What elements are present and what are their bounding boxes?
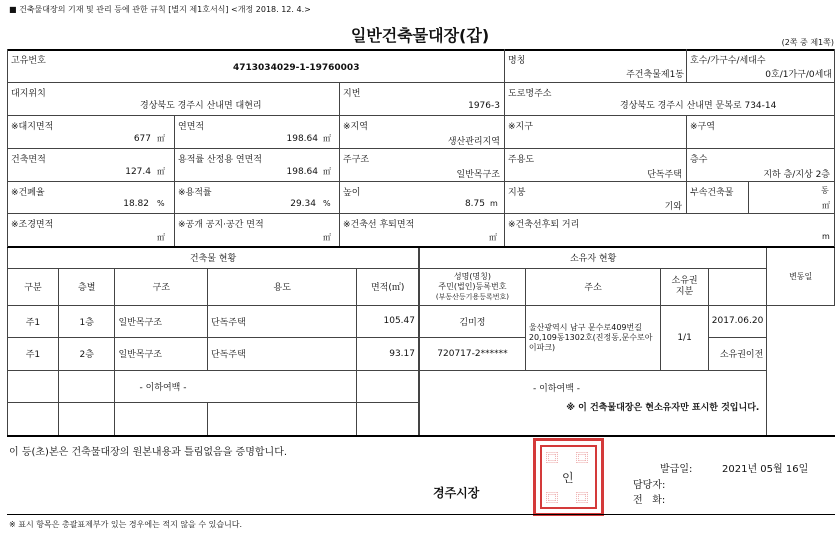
zone-label: ※지역 bbox=[343, 122, 368, 132]
unique-id-label: 고유번호 bbox=[11, 56, 46, 66]
building-blank-note: - 이하여백 - bbox=[115, 370, 357, 403]
owner-name: 김미정 bbox=[420, 305, 526, 338]
land-area-unit: ㎡ bbox=[157, 134, 165, 143]
owner-notes bbox=[420, 370, 767, 435]
height-unit: m bbox=[490, 199, 498, 208]
row1-area: 105.47 bbox=[357, 305, 419, 338]
units-value: 0호/1가구/0세대 bbox=[765, 70, 832, 80]
owner-name-header: 성명(명칭) 주민(법인)등록번호 (부동산등기용등록번호) bbox=[420, 268, 526, 305]
owner-blank-note: - 이하여백 - bbox=[533, 383, 580, 394]
zone-value: 생산관리지역 bbox=[447, 137, 500, 147]
name-value: 주건축물제1동 bbox=[626, 70, 684, 80]
landscape-label: ※조경면적 bbox=[11, 220, 54, 230]
floor-area-unit: ㎡ bbox=[323, 134, 331, 143]
page-info: (2쪽 중 제1쪽) bbox=[781, 38, 834, 47]
site-value: 경상북도 경주시 산내면 대현리 bbox=[140, 101, 262, 111]
owner-status-title: 소유자 현황 bbox=[420, 248, 767, 268]
setback-distance-unit: m bbox=[822, 232, 830, 241]
row2-type: 주1 bbox=[8, 338, 59, 371]
owner-change-date: 2017.06.20 bbox=[708, 305, 767, 338]
owner-share: 1/1 bbox=[661, 305, 708, 370]
col-floor-header: 층별 bbox=[58, 268, 115, 305]
issue-date-value: 2021년 05월 16일 bbox=[722, 464, 809, 475]
owner-status-table bbox=[419, 248, 835, 436]
structure-label: 주구조 bbox=[343, 155, 370, 165]
col-type-header: 구분 bbox=[8, 268, 59, 305]
annex-count-unit: 동 bbox=[821, 186, 829, 195]
land-area-value: 677 bbox=[133, 134, 151, 144]
document-title: 일반건축물대장(갑) bbox=[350, 26, 490, 45]
row1-floor: 1층 bbox=[58, 305, 115, 338]
height-value: 8.75 bbox=[464, 199, 485, 209]
road-address-label: 도로명주소 bbox=[508, 89, 552, 99]
public-space-unit: ㎡ bbox=[323, 233, 331, 242]
floors-value: 지하 층/지상 2층 bbox=[763, 170, 830, 180]
statute-note: ■ 건축물대장의 기재 및 관리 등에 관한 규칙 [별지 제1호서식] <개정 2018. 12. 4.> bbox=[9, 5, 311, 14]
phone-label: 전 화: bbox=[633, 495, 666, 506]
address-header: 주소 bbox=[525, 268, 660, 305]
setback-area-unit: ㎡ bbox=[489, 233, 497, 242]
owner-address: 울산광역시 남구 문수로409번길 20,109동1302호(진정동,문수로아이파크) bbox=[525, 305, 660, 370]
row1-use: 단독주택 bbox=[208, 305, 357, 338]
name-label: 명칭 bbox=[508, 56, 526, 66]
officer-label: 담당자: bbox=[633, 480, 666, 491]
building-area-label: 건축면적 bbox=[11, 155, 46, 165]
row2-structure: 일반목구조 bbox=[115, 338, 208, 371]
row1-structure: 일반목구조 bbox=[115, 305, 208, 338]
ratio-area-label: 용적률 산정용 연면적 bbox=[178, 155, 262, 165]
far-value: 29.34 bbox=[290, 199, 316, 209]
site-label: 대지위치 bbox=[11, 89, 46, 99]
certification-text: 이 등(초)본은 건축물대장의 원본내용과 틀림없음을 증명합니다. bbox=[9, 447, 288, 458]
roof-label: 지붕 bbox=[508, 188, 526, 198]
building-status-title: 건축물 현황 bbox=[8, 248, 419, 268]
row2-area: 93.17 bbox=[357, 338, 419, 371]
far-label: ※용적률 bbox=[178, 188, 212, 198]
public-space-label: ※공개 공지·공간 면적 bbox=[178, 220, 264, 230]
bcr-unit: % bbox=[157, 199, 165, 208]
change-date-header: 변동일 bbox=[767, 248, 835, 305]
area-label: ※구역 bbox=[690, 122, 715, 132]
col-structure-header: 구조 bbox=[115, 268, 208, 305]
ratio-area-value: 198.64 bbox=[286, 167, 318, 177]
landscape-unit: ㎡ bbox=[157, 233, 165, 242]
building-area-unit: ㎡ bbox=[157, 167, 165, 176]
row2-floor: 2층 bbox=[58, 338, 115, 371]
annex-label: 부속건축물 bbox=[690, 188, 734, 198]
setback-area-label: ※건축선 후퇴면적 bbox=[343, 220, 415, 230]
district-label: ※지구 bbox=[508, 122, 533, 132]
structure-value: 일반목구조 bbox=[456, 170, 500, 180]
col-use-header: 용도 bbox=[208, 268, 357, 305]
table-row bbox=[8, 338, 419, 371]
land-area-label: ※대지면적 bbox=[11, 122, 54, 132]
main-use-value: 단독주택 bbox=[647, 170, 682, 180]
floor-area-label: 연면적 bbox=[178, 122, 205, 132]
building-area-value: 127.4 bbox=[125, 167, 151, 177]
share-header: 소유권 지분 bbox=[661, 268, 708, 305]
issue-date-label: 발급일: bbox=[660, 464, 693, 475]
floor-area-value: 198.64 bbox=[286, 134, 318, 144]
floors-label: 층수 bbox=[690, 155, 708, 165]
road-address-value: 경상북도 경주시 산내면 문복로 734-14 bbox=[620, 101, 777, 111]
lot-value: 1976-3 bbox=[468, 101, 500, 111]
footnote: ※ 표시 항목은 총괄표제부가 있는 경우에는 적지 않을 수 있습니다. bbox=[9, 520, 243, 529]
building-status-table bbox=[7, 248, 419, 436]
bcr-label: ※건폐율 bbox=[11, 188, 45, 198]
owner-change-reason: 소유권이전 bbox=[708, 338, 767, 371]
table-row bbox=[8, 305, 419, 338]
far-unit: % bbox=[323, 199, 331, 208]
row1-type: 주1 bbox=[8, 305, 59, 338]
owner-reg-number: 720717-2****** bbox=[420, 338, 526, 371]
col-area-header: 면적(㎡) bbox=[357, 268, 419, 305]
main-use-label: 주용도 bbox=[508, 155, 535, 165]
issuer-name: 경주시장 bbox=[433, 486, 480, 500]
setback-distance-label: ※건축선후퇴 거리 bbox=[508, 220, 580, 230]
height-label: 높이 bbox=[343, 188, 361, 198]
units-label: 호수/가구수/세대수 bbox=[690, 56, 766, 66]
unique-id-value: 4713034029-1-19760003 bbox=[233, 63, 360, 73]
owner-only-note: ※ 이 건축물대장은 현소유자만 표시한 것입니다. bbox=[566, 402, 760, 413]
lot-label: 지번 bbox=[343, 89, 361, 99]
ratio-area-unit: ㎡ bbox=[323, 167, 331, 176]
seal-glyph: 인 bbox=[562, 471, 574, 485]
official-seal: ⿴ ⿴ ⿴ ⿴ 인 bbox=[533, 438, 604, 516]
row2-use: 단독주택 bbox=[208, 338, 357, 371]
annex-area-unit: ㎡ bbox=[822, 201, 830, 210]
roof-value: 기와 bbox=[664, 202, 682, 212]
bcr-value: 18.82 bbox=[123, 199, 149, 209]
